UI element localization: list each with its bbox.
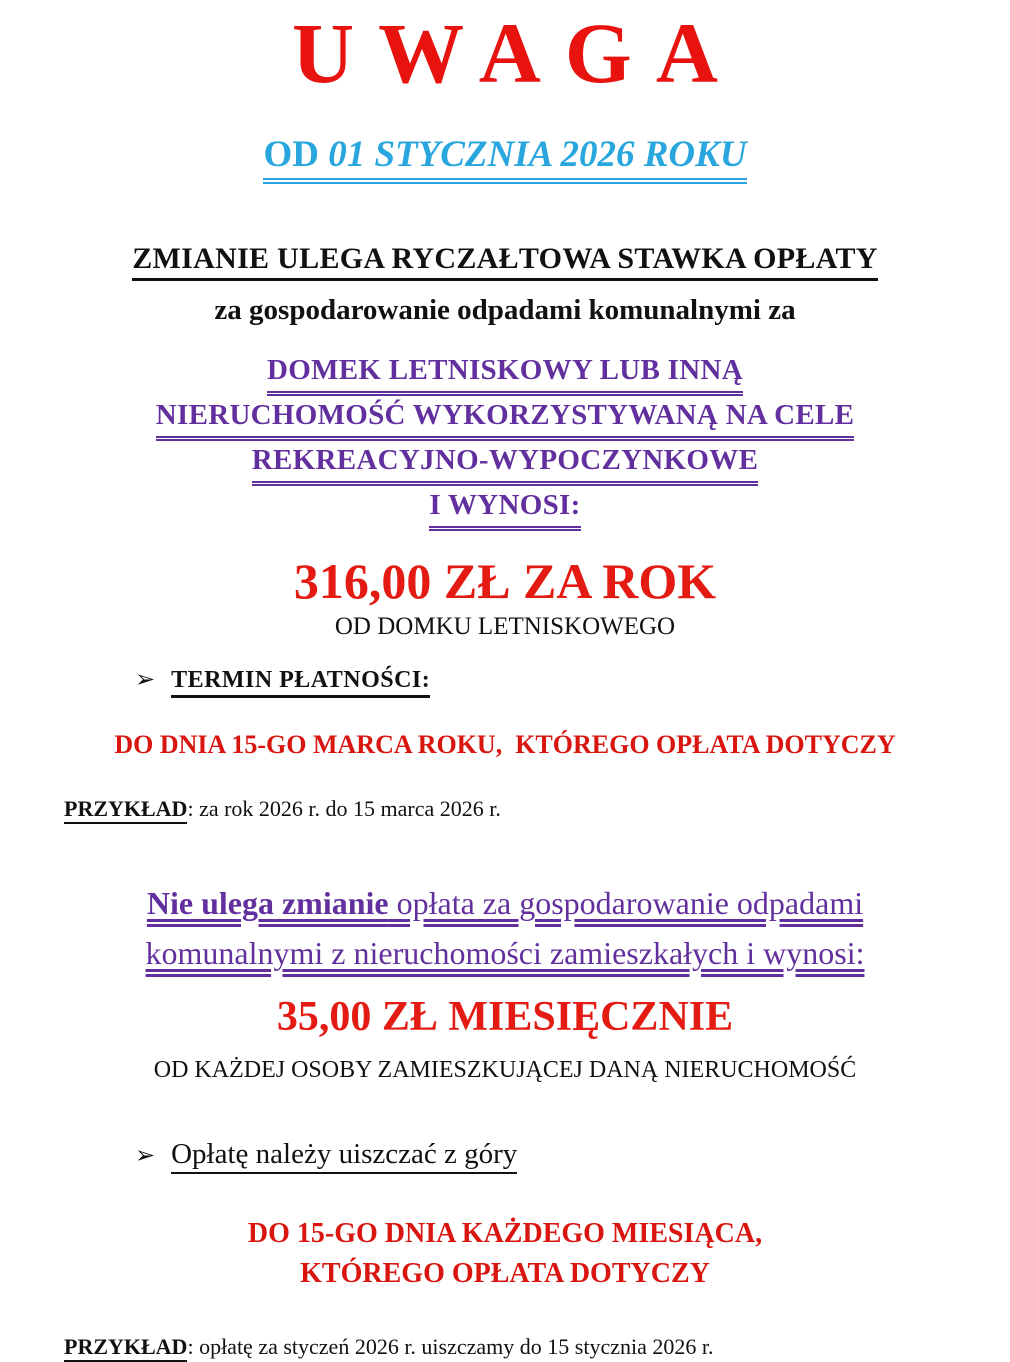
example-text: : opłatę za styczeń 2026 r. uiszczamy do 15 stycznia 2026 r.: [187, 1333, 714, 1359]
payment-term-row: [135, 665, 970, 698]
no-change-rest: opłata za gospodarowanie odpadami komunalnymi z nieruchomości zamieszkałych i wynosi:: [145, 885, 865, 972]
effective-date-prefix: OD: [263, 134, 329, 175]
example-label: PRZYKŁAD: [64, 796, 187, 824]
monthly-price: 35,00 ZŁ MIESIĘCZNIE: [276, 994, 734, 1041]
change-heading-row: [40, 242, 970, 281]
annual-price: 316,00 ZŁ ZA ROK: [293, 552, 717, 609]
property-line-text: NIERUCHOMOŚĆ WYKORZYSTYWANĄ NA CELE: [156, 396, 854, 441]
advance-payment-note: Opłatę należy uiszczać z góry: [171, 1138, 517, 1174]
annual-deadline: DO DNIA 15-GO MARCA ROKU, KTÓREGO OPŁATA DOTYCZY: [114, 730, 896, 760]
annual-price-unit: OD DOMKU LETNISKOWEGO: [334, 613, 676, 641]
example-label: PRZYKŁAD: [64, 1334, 187, 1362]
arrow-bullet-icon: ➢: [135, 1142, 156, 1169]
no-change-bold: Nie ulega zmianie: [146, 885, 389, 922]
monthly-price-unit: OD KAŻDEJ OSOBY ZAMIESZKUJĄCEJ DANĄ NIERUCHOMOŚĆ: [153, 1056, 857, 1083]
advance-payment-row: [135, 1138, 970, 1174]
effective-date-value: 01 STYCZNIA 2026 ROKU: [328, 134, 747, 175]
property-line: [40, 351, 970, 396]
property-line: [40, 486, 970, 531]
property-line-text: I WYNOSI:: [429, 486, 580, 531]
change-heading: ZMIANIE ULEGA RYCZAŁTOWA STAWKA OPŁATY: [132, 242, 878, 281]
property-line: [40, 396, 970, 441]
property-type-heading: [40, 351, 970, 531]
property-line: [40, 441, 970, 486]
monthly-deadline-line2: KTÓREGO OPŁATA DOTYCZY: [300, 1257, 710, 1289]
monthly-deadline-line1: DO 15-GO DNIA KAŻDEGO MIESIĄCA,: [247, 1217, 763, 1249]
property-line-text: DOMEK LETNISKOWY LUB INNĄ: [267, 351, 743, 396]
example-text: : za rok 2026 r. do 15 marca 2026 r.: [187, 796, 501, 822]
arrow-bullet-icon: ➢: [135, 667, 156, 694]
payment-term-label: TERMIN PŁATNOŚCI:: [171, 667, 430, 698]
property-line-text: REKREACYJNO-WYPOCZYNKOWE: [252, 441, 758, 486]
no-change-paragraph: [95, 878, 915, 978]
effective-date-row: [40, 136, 970, 184]
effective-date-heading: [263, 136, 746, 184]
example-annual: [64, 796, 970, 822]
example-monthly: [64, 1334, 970, 1360]
notice-title: UWAGA: [291, 5, 743, 101]
monthly-deadline: [40, 1214, 970, 1294]
change-subheading: za gospodarowanie odpadami komunalnymi za: [214, 293, 796, 326]
